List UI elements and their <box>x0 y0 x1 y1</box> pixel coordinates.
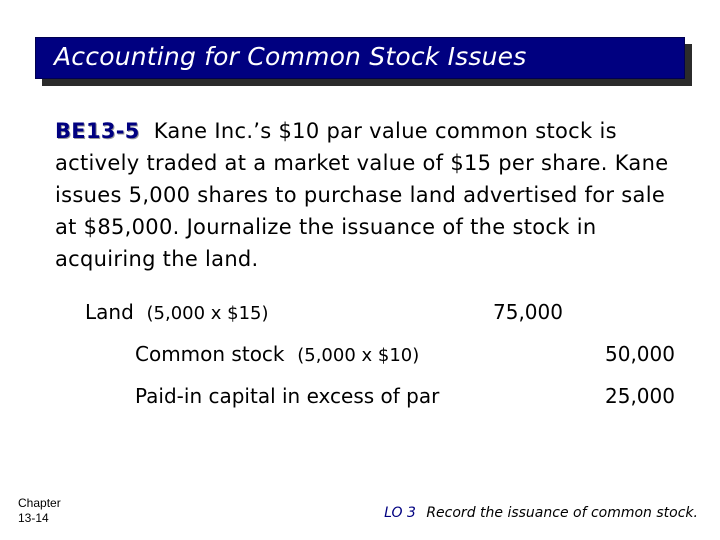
credit-amount-common-stock: 50,000 <box>605 342 675 366</box>
slide-title: Accounting for Common Stock Issues <box>54 42 527 71</box>
debit-account: Land (5,000 x $15) <box>85 300 269 324</box>
problem-text: Kane Inc.’s $10 par value common stock is actively traded at a market value of $15 per share. Kane issues 5,000 shares to purchase land advertised for sale at $85,000. Journalize the issuance of the stock in acquiring the land. <box>55 119 669 271</box>
problem-statement <box>55 115 675 275</box>
lo-label: LO 3 <box>384 505 416 521</box>
title-bar <box>35 37 685 79</box>
chapter-label: Chapter 13-14 <box>18 496 61 525</box>
problem-id: BE13-5 <box>55 119 140 143</box>
credit-account-paid-in-capital: Paid-in capital in excess of par <box>135 384 440 408</box>
credit-account-common-stock: Common stock (5,000 x $10) <box>135 342 420 366</box>
credit-amount-paid-in-capital: 25,000 <box>605 384 675 408</box>
lo-text: Record the issuance of common stock. <box>426 505 698 521</box>
learning-objective <box>384 505 698 521</box>
debit-amount: 75,000 <box>493 300 563 324</box>
